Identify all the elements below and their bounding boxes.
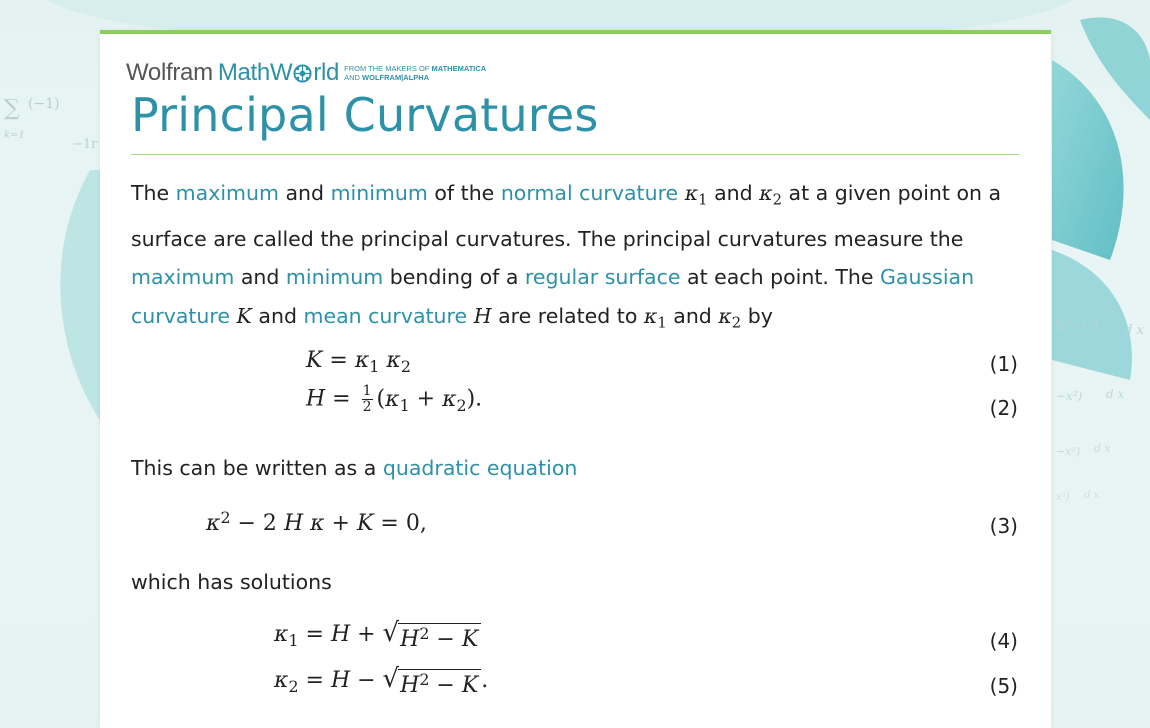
intro-text: and xyxy=(707,181,760,205)
link-mean-curvature[interactable]: mean curvature xyxy=(303,303,468,328)
svg-text:x²): x²) xyxy=(1056,492,1070,503)
math-H: H xyxy=(473,303,492,328)
tagline-line2-pre: AND xyxy=(344,73,363,82)
equation-3: $\kappa^2 - 2$ H κ + K = 0, xyxy=(206,508,427,537)
square-root: √ $H^2 - K$ xyxy=(383,620,482,652)
logo-mathworld-part-b: rld xyxy=(313,59,340,86)
intro-text: of the xyxy=(427,181,501,205)
intro-text: bending of a xyxy=(383,265,525,290)
equation-number: (5) xyxy=(989,674,1018,698)
link-gaussian-curvature[interactable]: Gaussian curvature xyxy=(131,265,975,328)
logo-tagline xyxy=(344,64,486,82)
tagline-line1-bold: MATHEMATICA xyxy=(431,64,487,73)
equation-1: $K = \kappa_1$ $\kappa_2$ xyxy=(306,348,411,376)
svg-text:−1r: −1r xyxy=(72,137,98,152)
link-minimum[interactable]: minimum xyxy=(330,181,428,205)
link-quadratic-equation[interactable]: quadratic equation xyxy=(382,456,578,480)
intro-text: The xyxy=(131,181,176,205)
equation-5: $\kappa_2 = H$ − √ $H^2 - K$ . xyxy=(274,664,489,699)
tagline-line2-bold: WOLFRAM|ALPHA xyxy=(362,73,430,82)
equation-2: H = $\frac{1}{2}$ $(\kappa_1 + \kappa_2)$. xyxy=(306,383,483,415)
math-kappa1: $\kappa_1$ xyxy=(643,303,667,332)
quadratic-intro-text: This can be written as a xyxy=(131,456,383,480)
intro-text: at each point. The xyxy=(680,265,881,290)
intro-text: and xyxy=(234,265,286,290)
content-card xyxy=(100,30,1051,728)
logo-wolfram-text: Wolfram xyxy=(126,59,213,86)
globe-icon xyxy=(293,64,312,83)
intro-text: are related to xyxy=(491,303,644,328)
link-maximum-2[interactable]: maximum xyxy=(131,265,235,290)
equation-number: (4) xyxy=(989,629,1018,653)
page-title: Principal Curvatures xyxy=(131,88,599,142)
square-root: √ $H^2 - K$ xyxy=(383,666,482,698)
intro-text: and xyxy=(251,303,304,328)
intro-text: at a given point on a surface are called the principal curvatures. The principal curvatures measure the xyxy=(131,181,1002,251)
svg-text:d x: d x xyxy=(1124,323,1144,338)
math-kappa2: $\kappa_2$ xyxy=(759,181,782,209)
title-divider xyxy=(131,154,1019,155)
logo-mathworld-part-a: MathW xyxy=(217,59,293,86)
intro-text: and xyxy=(666,303,719,328)
svg-text:b²−x²): b²−x²) xyxy=(1056,319,1099,334)
link-normal-curvature[interactable]: normal curvature xyxy=(500,181,679,205)
logo-mathworld-text xyxy=(218,59,339,87)
link-regular-surface[interactable]: regular surface xyxy=(524,265,681,290)
solutions-intro: which has solutions xyxy=(131,570,332,594)
svg-text:d x: d x xyxy=(1106,387,1125,401)
svg-text:k=1: k=1 xyxy=(4,130,25,141)
svg-text:−x²): −x²) xyxy=(1056,445,1081,458)
math-kappa1: $\kappa_1$ xyxy=(684,181,708,209)
equation-number: (3) xyxy=(989,514,1018,538)
intro-text: by xyxy=(741,303,773,328)
intro-paragraph xyxy=(131,174,1011,343)
svg-text:−x²): −x²) xyxy=(1056,389,1083,403)
math-kappa2: $\kappa_2$ xyxy=(718,303,742,332)
math-K: K xyxy=(236,303,252,328)
svg-text:∑: ∑ xyxy=(4,96,20,121)
tagline-line1-pre: FROM THE MAKERS OF xyxy=(344,64,432,73)
fraction-one-half: $\frac{1}{2}$ xyxy=(362,383,372,415)
svg-text:d x: d x xyxy=(1084,490,1100,501)
equation-number: (1) xyxy=(989,352,1018,376)
link-maximum[interactable]: maximum xyxy=(175,181,279,205)
svg-text:d x: d x xyxy=(1094,442,1111,455)
link-minimum-2[interactable]: minimum xyxy=(285,265,384,290)
svg-text:(−1): (−1) xyxy=(28,96,60,112)
intro-text: and xyxy=(278,181,331,205)
site-logo[interactable] xyxy=(126,60,486,86)
quadratic-intro xyxy=(131,456,577,480)
equation-number: (2) xyxy=(989,396,1018,420)
equation-4: $\kappa_1 = H$ + √ $H^2 - K$ xyxy=(274,620,481,652)
